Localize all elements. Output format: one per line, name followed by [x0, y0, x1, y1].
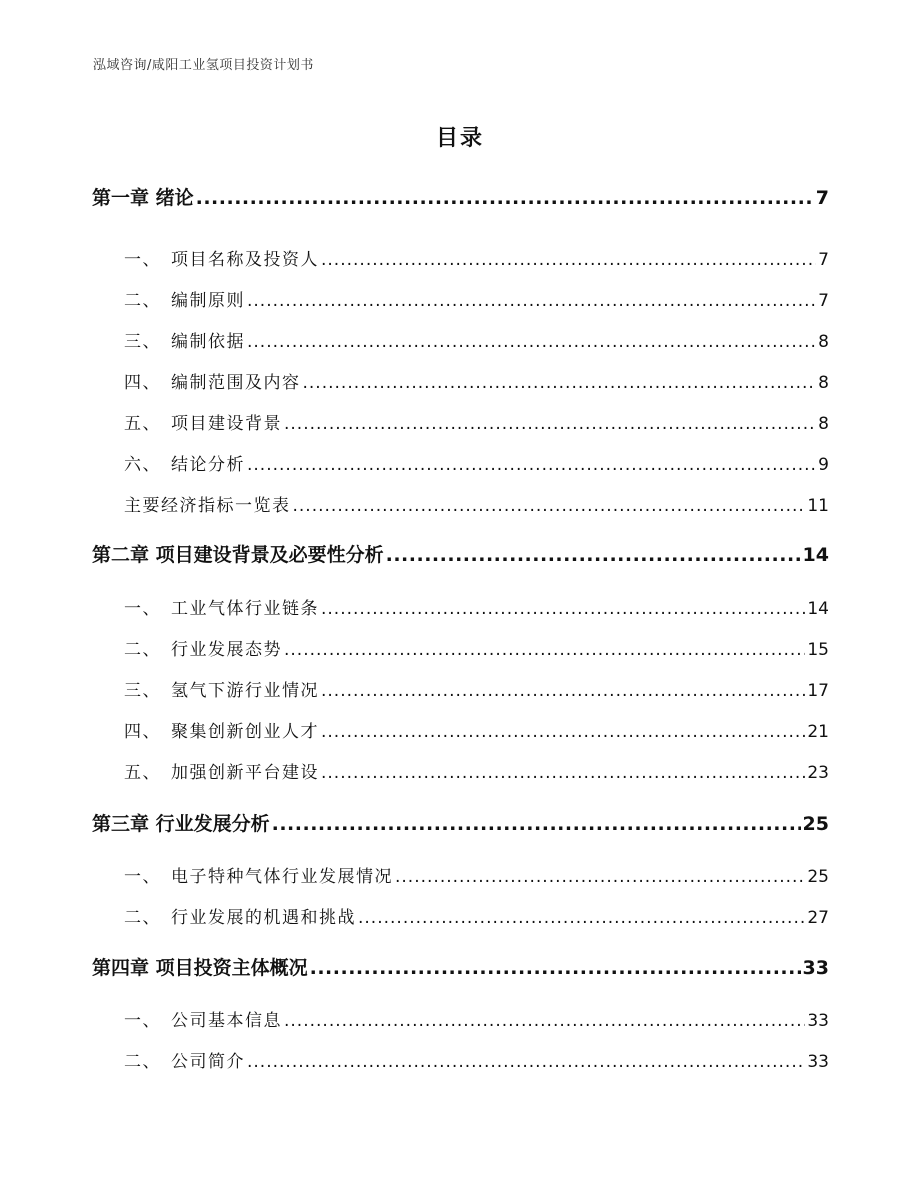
dot-leader	[303, 373, 817, 393]
toc-page-number: 8	[818, 332, 829, 352]
toc-entry-text: 编制范围及内容	[171, 373, 301, 393]
running-header: 泓域咨询/咸阳工业氢项目投资计划书	[93, 58, 314, 73]
toc-section-entry[interactable]	[124, 409, 829, 434]
dot-leader	[358, 908, 805, 928]
dot-leader	[284, 414, 816, 434]
toc-page-number: 9	[818, 455, 829, 475]
toc-section-entry[interactable]	[124, 676, 829, 701]
toc-entry-number: 四、	[124, 722, 161, 742]
toc-page-number: 14	[807, 599, 829, 619]
toc-section-entry[interactable]	[124, 491, 829, 516]
toc-page-number: 8	[818, 373, 829, 393]
toc-section-entry[interactable]	[124, 1047, 829, 1072]
toc-page-number: 17	[807, 681, 829, 701]
toc-entry-label	[92, 183, 194, 210]
dot-leader	[247, 455, 816, 475]
toc-page-number: 33	[802, 957, 829, 979]
toc-page-number: 15	[807, 640, 829, 660]
toc-page-number: 33	[807, 1011, 829, 1031]
toc-page-number: 27	[807, 908, 829, 928]
dot-leader	[321, 681, 805, 701]
toc-page-number: 25	[802, 813, 829, 835]
toc-entry-text: 结论分析	[171, 455, 245, 475]
toc-entry-number: 一、	[124, 250, 161, 270]
toc-entry-text: 编制原则	[171, 291, 245, 311]
dot-leader	[386, 544, 801, 566]
toc-entry-text: 氢气下游行业情况	[171, 681, 319, 701]
toc-chapter-entry[interactable]	[92, 540, 829, 567]
dot-leader	[395, 867, 805, 887]
toc-entry-text: 工业气体行业链条	[171, 599, 319, 619]
dot-leader	[321, 599, 805, 619]
toc-entry-label	[124, 368, 301, 393]
toc-page-number: 7	[815, 187, 829, 209]
toc-entry-label	[124, 327, 245, 352]
toc-entry-number: 五、	[124, 763, 161, 783]
toc-entry-number: 一、	[124, 1011, 161, 1031]
toc-entry-label	[124, 903, 356, 928]
toc-entry-number: 六、	[124, 455, 161, 475]
dot-leader	[321, 763, 805, 783]
toc-entry-label	[92, 809, 270, 836]
toc-page-number: 33	[807, 1052, 829, 1072]
toc-page-number: 14	[802, 544, 829, 566]
toc-entry-label	[124, 409, 282, 434]
toc-entry-label	[124, 1006, 282, 1031]
toc-entry-text: 加强创新平台建设	[171, 763, 319, 783]
toc-entry-text: 行业发展态势	[171, 640, 282, 660]
toc-page-number: 23	[807, 763, 829, 783]
toc-entry-label	[92, 953, 308, 980]
dot-leader	[247, 332, 816, 352]
toc-entry-text: 项目建设背景	[171, 414, 282, 434]
toc-section-entry[interactable]	[124, 594, 829, 619]
toc-entry-text: 第二章 项目建设背景及必要性分析	[92, 544, 384, 566]
toc-entry-number: 二、	[124, 908, 161, 928]
toc-page-number: 11	[807, 496, 829, 516]
toc-chapter-entry[interactable]	[92, 809, 829, 836]
toc-section-entry[interactable]	[124, 327, 829, 352]
toc-entry-number: 三、	[124, 332, 161, 352]
toc-entry-text: 第四章 项目投资主体概况	[92, 957, 308, 979]
toc-entry-text: 公司简介	[171, 1052, 245, 1072]
dot-leader	[321, 722, 805, 742]
toc-entry-number: 四、	[124, 373, 161, 393]
dot-leader	[293, 496, 806, 516]
toc-entry-label	[124, 862, 393, 887]
toc-entry-number: 二、	[124, 640, 161, 660]
toc-section-entry[interactable]	[124, 450, 829, 475]
dot-leader	[196, 187, 814, 209]
toc-entry-number: 二、	[124, 291, 161, 311]
toc-entry-label	[124, 717, 319, 742]
toc-section-entry[interactable]	[124, 758, 829, 783]
dot-leader	[310, 957, 801, 979]
toc-entry-text: 电子特种气体行业发展情况	[171, 867, 393, 887]
toc-page-number: 21	[807, 722, 829, 742]
toc-section-entry[interactable]	[124, 862, 829, 887]
toc-section-entry[interactable]	[124, 368, 829, 393]
toc-entry-text: 行业发展的机遇和挑战	[171, 908, 356, 928]
toc-entry-text: 公司基本信息	[171, 1011, 282, 1031]
dot-leader	[321, 250, 816, 270]
toc-entry-label	[124, 635, 282, 660]
toc-entry-text: 主要经济指标一览表	[124, 496, 291, 516]
toc-entry-label	[124, 758, 319, 783]
toc-entry-label	[124, 676, 319, 701]
toc-entry-label	[92, 540, 384, 567]
toc-title: 目录	[435, 126, 484, 151]
toc-entry-text: 项目名称及投资人	[171, 250, 319, 270]
toc-entry-number: 五、	[124, 414, 161, 434]
dot-leader	[284, 640, 805, 660]
toc-section-entry[interactable]	[124, 1006, 829, 1031]
toc-entry-label	[124, 491, 291, 516]
toc-entry-text: 聚集创新创业人才	[171, 722, 319, 742]
toc-section-entry[interactable]	[124, 717, 829, 742]
toc-page-number: 8	[818, 414, 829, 434]
toc-entry-label	[124, 594, 319, 619]
toc-chapter-entry[interactable]	[92, 183, 829, 210]
toc-section-entry[interactable]	[124, 903, 829, 928]
toc-section-entry[interactable]	[124, 635, 829, 660]
toc-entry-number: 二、	[124, 1052, 161, 1072]
toc-page-number: 25	[807, 867, 829, 887]
toc-entry-number: 一、	[124, 867, 161, 887]
dot-leader	[247, 1052, 805, 1072]
toc-entry-label	[124, 450, 245, 475]
toc-entry-label	[124, 245, 319, 270]
toc-section-entry[interactable]	[124, 286, 829, 311]
toc-entry-label	[124, 286, 245, 311]
toc-chapter-entry[interactable]	[92, 953, 829, 980]
dot-leader	[247, 291, 816, 311]
dot-leader	[284, 1011, 805, 1031]
toc-page-number: 7	[818, 291, 829, 311]
toc-entry-number: 三、	[124, 681, 161, 701]
toc-page-number: 7	[818, 250, 829, 270]
toc-entry-text: 第一章 绪论	[92, 187, 194, 209]
dot-leader	[272, 813, 801, 835]
toc-entry-label	[124, 1047, 245, 1072]
toc-section-entry[interactable]	[124, 245, 829, 270]
toc-entry-text: 第三章 行业发展分析	[92, 813, 270, 835]
toc-entry-number: 一、	[124, 599, 161, 619]
toc-entry-text: 编制依据	[171, 332, 245, 352]
